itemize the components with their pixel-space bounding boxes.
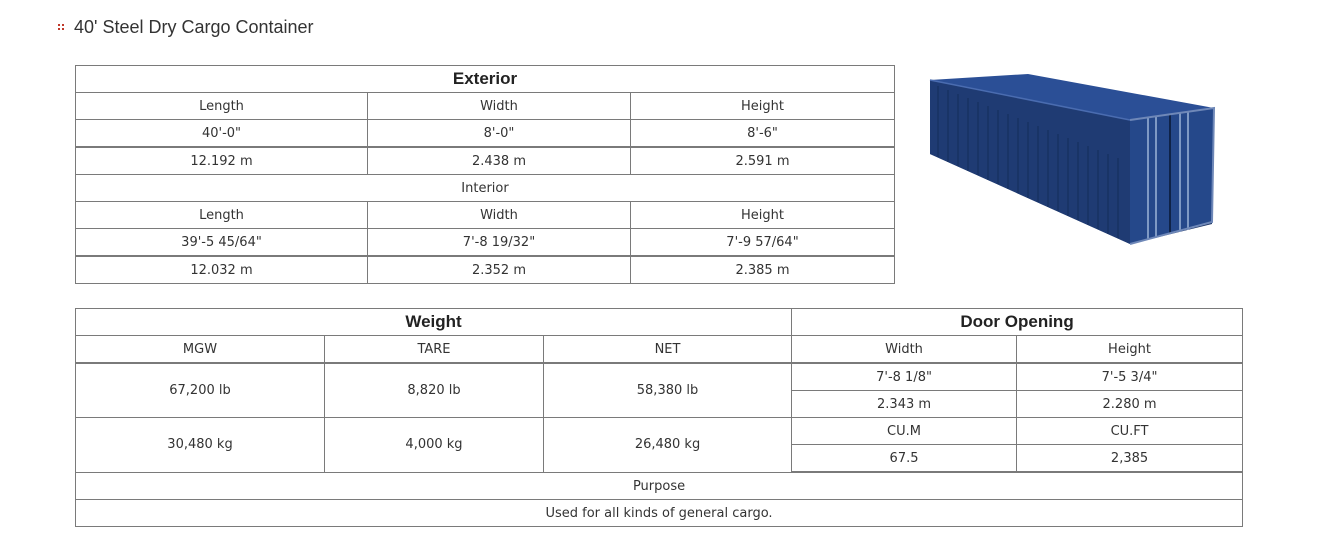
mgw-kg: 30,480 kg (76, 418, 325, 473)
door-height-imperial: 7'-5 3/4" (1017, 363, 1243, 391)
door-width-header: Width (792, 336, 1017, 364)
tare-kg: 4,000 kg (325, 418, 544, 473)
door-height-header: Height (1017, 336, 1243, 364)
mgw-lb: 67,200 lb (76, 363, 325, 418)
weight-door-table (75, 308, 1243, 527)
net-header: NET (544, 336, 792, 364)
exterior-length-header: Length (76, 93, 368, 120)
exterior-width-metric: 2.438 m (368, 147, 631, 175)
door-width-imperial: 7'-8 1/8" (792, 363, 1017, 391)
interior-length-metric: 12.032 m (76, 256, 368, 284)
interior-length-imperial: 39'-5 45/64" (76, 229, 368, 257)
purpose-heading: Purpose (76, 472, 1243, 500)
exterior-height-imperial: 8'-6" (631, 120, 895, 148)
interior-width-header: Width (368, 202, 631, 229)
net-lb: 58,380 lb (544, 363, 792, 418)
page-title-row (58, 16, 314, 38)
interior-height-header: Height (631, 202, 895, 229)
interior-heading: Interior (76, 175, 895, 202)
tare-header: TARE (325, 336, 544, 364)
bullet-icon (58, 24, 65, 31)
exterior-height-metric: 2.591 m (631, 147, 895, 175)
container-image (922, 72, 1222, 247)
interior-width-imperial: 7'-8 19/32" (368, 229, 631, 257)
tare-lb: 8,820 lb (325, 363, 544, 418)
dimensions-table (75, 65, 895, 284)
door-opening-heading: Door Opening (792, 309, 1243, 336)
exterior-width-imperial: 8'-0" (368, 120, 631, 148)
interior-length-header: Length (76, 202, 368, 229)
exterior-heading: Exterior (76, 66, 895, 93)
cubic-meter-header: CU.M (792, 418, 1017, 445)
cubic-feet-header: CU.FT (1017, 418, 1243, 445)
exterior-length-metric: 12.192 m (76, 147, 368, 175)
door-height-metric: 2.280 m (1017, 391, 1243, 418)
purpose-text: Used for all kinds of general cargo. (76, 500, 1243, 527)
weight-heading: Weight (76, 309, 792, 336)
interior-height-imperial: 7'-9 57/64" (631, 229, 895, 257)
cubic-meter-value: 67.5 (792, 445, 1017, 473)
interior-height-metric: 2.385 m (631, 256, 895, 284)
page-title: 40' Steel Dry Cargo Container (74, 16, 314, 37)
mgw-header: MGW (76, 336, 325, 364)
interior-width-metric: 2.352 m (368, 256, 631, 284)
net-kg: 26,480 kg (544, 418, 792, 473)
exterior-height-header: Height (631, 93, 895, 120)
cubic-feet-value: 2,385 (1017, 445, 1243, 473)
exterior-width-header: Width (368, 93, 631, 120)
exterior-length-imperial: 40'-0" (76, 120, 368, 148)
door-width-metric: 2.343 m (792, 391, 1017, 418)
